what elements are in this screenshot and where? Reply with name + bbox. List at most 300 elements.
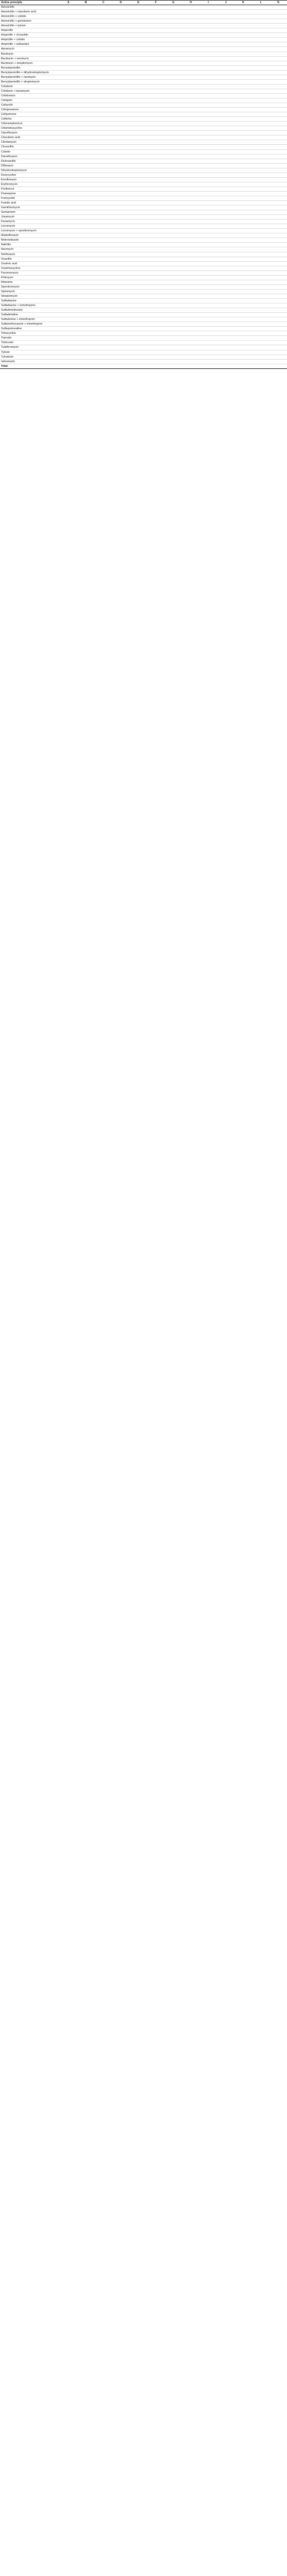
value-cell (235, 299, 252, 303)
value-cell (235, 270, 252, 275)
value-cell (165, 359, 182, 364)
table-row (0, 317, 287, 322)
value-cell (147, 10, 165, 14)
value-cell (270, 145, 287, 149)
value-cell (217, 201, 235, 206)
value-cell (130, 93, 147, 98)
value-cell (235, 322, 252, 327)
value-cell (235, 89, 252, 93)
value-cell (235, 135, 252, 140)
active-principle-cell: Amoxicillin + clavulanic acid (0, 10, 60, 14)
value-cell (200, 112, 217, 117)
table-row (0, 266, 287, 270)
value-cell (165, 317, 182, 322)
value-cell (270, 135, 287, 140)
value-cell (165, 238, 182, 243)
value-cell (217, 98, 235, 103)
value-cell (95, 5, 112, 10)
value-cell (217, 122, 235, 126)
value-cell (217, 112, 235, 117)
value-cell (217, 52, 235, 56)
value-cell (95, 238, 112, 243)
total-cell (112, 364, 130, 368)
value-cell (60, 336, 77, 341)
active-principle-cell: Clavulanic acid (0, 135, 60, 140)
value-cell (95, 359, 112, 364)
value-cell (77, 33, 95, 38)
value-cell (182, 5, 200, 10)
value-cell (147, 206, 165, 210)
value-cell (112, 126, 130, 131)
value-cell (60, 75, 77, 79)
value-cell (182, 163, 200, 168)
value-cell (165, 84, 182, 89)
value-cell (147, 210, 165, 215)
active-principle-cell: Ampicillin + cloxacillin (0, 33, 60, 38)
value-cell (95, 354, 112, 359)
value-cell (147, 224, 165, 229)
value-cell (200, 98, 217, 103)
value-cell (77, 327, 95, 331)
value-cell (200, 303, 217, 308)
value-cell (182, 215, 200, 219)
value-cell (235, 327, 252, 331)
value-cell (270, 289, 287, 294)
value-cell (270, 163, 287, 168)
value-cell (130, 243, 147, 247)
value-cell (182, 19, 200, 24)
value-cell (130, 261, 147, 266)
value-cell (217, 243, 235, 247)
value-cell (252, 47, 270, 52)
value-cell (95, 261, 112, 266)
value-cell (235, 140, 252, 145)
value-cell (95, 117, 112, 122)
value-cell (217, 61, 235, 65)
value-cell (252, 238, 270, 243)
table-row (0, 28, 287, 33)
value-cell (200, 19, 217, 24)
value-cell (165, 19, 182, 24)
value-cell (252, 10, 270, 14)
value-cell (270, 354, 287, 359)
value-cell (60, 126, 77, 131)
value-cell (165, 233, 182, 238)
value-cell (200, 47, 217, 52)
value-cell (95, 303, 112, 308)
value-cell (270, 131, 287, 135)
value-cell (182, 89, 200, 93)
active-principle-cell: Doxycycline (0, 173, 60, 177)
value-cell (217, 33, 235, 38)
value-cell (165, 257, 182, 261)
value-cell (270, 84, 287, 89)
table-row (0, 215, 287, 219)
value-cell (130, 341, 147, 345)
value-cell (165, 210, 182, 215)
value-cell (147, 327, 165, 331)
value-cell (95, 266, 112, 270)
value-cell (270, 219, 287, 224)
value-cell (95, 219, 112, 224)
value-cell (95, 163, 112, 168)
value-cell (77, 112, 95, 117)
value-cell (235, 224, 252, 229)
value-cell (95, 243, 112, 247)
value-cell (165, 322, 182, 327)
value-cell (252, 122, 270, 126)
value-cell (147, 238, 165, 243)
value-cell (77, 294, 95, 298)
value-cell (60, 93, 77, 98)
value-cell (252, 270, 270, 275)
value-cell (112, 70, 130, 75)
total-cell (182, 364, 200, 368)
value-cell (60, 354, 77, 359)
value-cell (200, 154, 217, 159)
value-cell (200, 252, 217, 257)
active-principle-cell: Sulfaquinoxaline (0, 327, 60, 331)
value-cell (217, 266, 235, 270)
value-cell (112, 103, 130, 108)
value-cell (112, 224, 130, 229)
value-cell (200, 61, 217, 65)
value-cell (147, 275, 165, 280)
value-cell (60, 19, 77, 24)
table-row (0, 93, 287, 98)
value-cell (270, 313, 287, 317)
value-cell (130, 24, 147, 28)
value-cell (270, 159, 287, 163)
value-cell (270, 322, 287, 327)
table-row (0, 103, 287, 108)
value-cell (147, 173, 165, 177)
value-cell (182, 112, 200, 117)
value-cell (130, 38, 147, 42)
value-cell (200, 308, 217, 313)
active-principle-cell: Ampicillin (0, 28, 60, 33)
value-cell (77, 341, 95, 345)
value-cell (165, 224, 182, 229)
value-cell (95, 206, 112, 210)
value-cell (95, 154, 112, 159)
value-cell (130, 224, 147, 229)
value-cell (130, 89, 147, 93)
value-cell (182, 159, 200, 163)
active-principle-cell: Benzylpenicillin + neomycin (0, 75, 60, 79)
value-cell (165, 219, 182, 224)
value-cell (235, 229, 252, 233)
value-cell (77, 131, 95, 135)
value-cell (165, 65, 182, 70)
value-cell (200, 131, 217, 135)
value-cell (147, 233, 165, 238)
value-cell (182, 154, 200, 159)
value-cell (95, 168, 112, 173)
value-cell (200, 89, 217, 93)
value-cell (95, 140, 112, 145)
active-principle-cell: Ampicillin + colistin (0, 38, 60, 42)
value-cell (235, 24, 252, 28)
table-row (0, 354, 287, 359)
value-cell (217, 65, 235, 70)
value-cell (112, 98, 130, 103)
value-cell (60, 187, 77, 191)
value-cell (77, 126, 95, 131)
value-cell (60, 47, 77, 52)
value-cell (112, 93, 130, 98)
value-cell (77, 70, 95, 75)
value-cell (77, 233, 95, 238)
value-cell (147, 75, 165, 79)
value-cell (77, 145, 95, 149)
value-cell (235, 219, 252, 224)
value-cell (147, 19, 165, 24)
value-cell (270, 224, 287, 229)
value-cell (235, 108, 252, 112)
value-cell (112, 61, 130, 65)
value-cell (147, 284, 165, 289)
value-cell (130, 201, 147, 206)
value-cell (60, 206, 77, 210)
value-cell (77, 219, 95, 224)
value-cell (77, 350, 95, 354)
value-cell (252, 103, 270, 108)
value-cell (165, 70, 182, 75)
value-cell (235, 131, 252, 135)
table-row (0, 327, 287, 331)
total-cell (147, 364, 165, 368)
table-row (0, 196, 287, 200)
value-cell (217, 308, 235, 313)
value-cell (182, 280, 200, 284)
value-cell (147, 322, 165, 327)
value-cell (270, 24, 287, 28)
table-row (0, 89, 287, 93)
value-cell (270, 341, 287, 345)
value-cell (77, 303, 95, 308)
total-cell (270, 364, 287, 368)
value-cell (77, 322, 95, 327)
value-cell (60, 145, 77, 149)
value-cell (252, 201, 270, 206)
value-cell (252, 233, 270, 238)
value-cell (235, 336, 252, 341)
value-cell (200, 168, 217, 173)
value-cell (235, 47, 252, 52)
value-cell (95, 322, 112, 327)
value-cell (182, 14, 200, 19)
value-cell (147, 345, 165, 350)
value-cell (165, 79, 182, 84)
active-principle-cell: Cloxacillin (0, 145, 60, 149)
value-cell (147, 47, 165, 52)
value-cell (147, 350, 165, 354)
value-cell (182, 177, 200, 182)
value-cell (130, 336, 147, 341)
value-cell (112, 145, 130, 149)
value-cell (200, 336, 217, 341)
value-cell (130, 345, 147, 350)
active-principle-cell: Sulfadoxine + trimethoprim (0, 317, 60, 322)
value-cell (217, 345, 235, 350)
value-cell (182, 187, 200, 191)
value-cell (95, 14, 112, 19)
value-cell (182, 93, 200, 98)
value-cell (112, 284, 130, 289)
value-cell (147, 308, 165, 313)
value-cell (217, 294, 235, 298)
value-cell (165, 5, 182, 10)
value-cell (217, 145, 235, 149)
value-cell (200, 322, 217, 327)
value-cell (112, 24, 130, 28)
value-cell (217, 168, 235, 173)
value-cell (77, 238, 95, 243)
value-cell (200, 177, 217, 182)
value-cell (165, 89, 182, 93)
value-cell (112, 252, 130, 257)
table-row (0, 345, 287, 350)
value-cell (130, 350, 147, 354)
total-cell (60, 364, 77, 368)
value-cell (147, 299, 165, 303)
value-cell (60, 280, 77, 284)
value-cell (217, 75, 235, 79)
value-cell (182, 257, 200, 261)
active-principle-cell: Dicloxacillin (0, 159, 60, 163)
value-cell (235, 252, 252, 257)
value-cell (235, 33, 252, 38)
value-cell (200, 196, 217, 200)
value-cell (77, 117, 95, 122)
value-cell (182, 284, 200, 289)
total-cell (95, 364, 112, 368)
active-principle-cell: Tylvalosin (0, 354, 60, 359)
table-footer (0, 364, 287, 368)
value-cell (200, 206, 217, 210)
value-cell (270, 191, 287, 196)
value-cell (165, 140, 182, 145)
value-cell (182, 294, 200, 298)
value-cell (270, 327, 287, 331)
value-cell (270, 38, 287, 42)
value-cell (147, 168, 165, 173)
value-cell (235, 5, 252, 10)
value-cell (165, 56, 182, 61)
value-cell (165, 299, 182, 303)
value-cell (252, 359, 270, 364)
value-cell (217, 24, 235, 28)
value-cell (200, 79, 217, 84)
value-cell (270, 75, 287, 79)
value-cell (60, 140, 77, 145)
value-cell (235, 280, 252, 284)
column-header: L (252, 1, 270, 5)
value-cell (235, 103, 252, 108)
value-cell (165, 196, 182, 200)
value-cell (60, 359, 77, 364)
value-cell (77, 154, 95, 159)
value-cell (235, 238, 252, 243)
value-cell (130, 61, 147, 65)
value-cell (112, 359, 130, 364)
value-cell (182, 247, 200, 252)
column-header: H (182, 1, 200, 5)
value-cell (130, 70, 147, 75)
value-cell (252, 289, 270, 294)
value-cell (112, 191, 130, 196)
value-cell (235, 84, 252, 89)
value-cell (235, 122, 252, 126)
value-cell (130, 284, 147, 289)
value-cell (60, 350, 77, 354)
value-cell (147, 117, 165, 122)
value-cell (217, 224, 235, 229)
value-cell (217, 47, 235, 52)
value-cell (60, 89, 77, 93)
table-row (0, 275, 287, 280)
value-cell (252, 345, 270, 350)
column-header: F (147, 1, 165, 5)
value-cell (60, 33, 77, 38)
header-row (0, 1, 287, 5)
value-cell (77, 28, 95, 33)
value-cell (165, 270, 182, 275)
value-cell (235, 177, 252, 182)
value-cell (112, 350, 130, 354)
value-cell (112, 187, 130, 191)
value-cell (112, 84, 130, 89)
active-principle-cell: Florfenicol (0, 187, 60, 191)
value-cell (252, 145, 270, 149)
active-principle-cell: Chlortetracycline (0, 126, 60, 131)
value-cell (112, 313, 130, 317)
active-principle-cell: Colistin (0, 149, 60, 154)
value-cell (235, 28, 252, 33)
value-cell (235, 247, 252, 252)
value-cell (182, 233, 200, 238)
value-cell (200, 117, 217, 122)
value-cell (235, 42, 252, 47)
value-cell (270, 201, 287, 206)
value-cell (165, 289, 182, 294)
value-cell (95, 52, 112, 56)
value-cell (95, 327, 112, 331)
value-cell (60, 14, 77, 19)
value-cell (270, 247, 287, 252)
value-cell (235, 289, 252, 294)
active-principle-cell: Framycetin (0, 196, 60, 200)
value-cell (235, 359, 252, 364)
active-principle-cell: Spectinomycin (0, 284, 60, 289)
value-cell (200, 219, 217, 224)
active-principle-cell: Neomycin (0, 247, 60, 252)
value-cell (60, 117, 77, 122)
table-row (0, 56, 287, 61)
value-cell (217, 84, 235, 89)
value-cell (217, 149, 235, 154)
active-principle-cell: Gentamicin (0, 210, 60, 215)
value-cell (165, 229, 182, 233)
value-cell (95, 252, 112, 257)
value-cell (77, 224, 95, 229)
active-principle-cell: Oxacillin (0, 257, 60, 261)
value-cell (235, 196, 252, 200)
value-cell (147, 149, 165, 154)
value-cell (60, 201, 77, 206)
value-cell (165, 135, 182, 140)
